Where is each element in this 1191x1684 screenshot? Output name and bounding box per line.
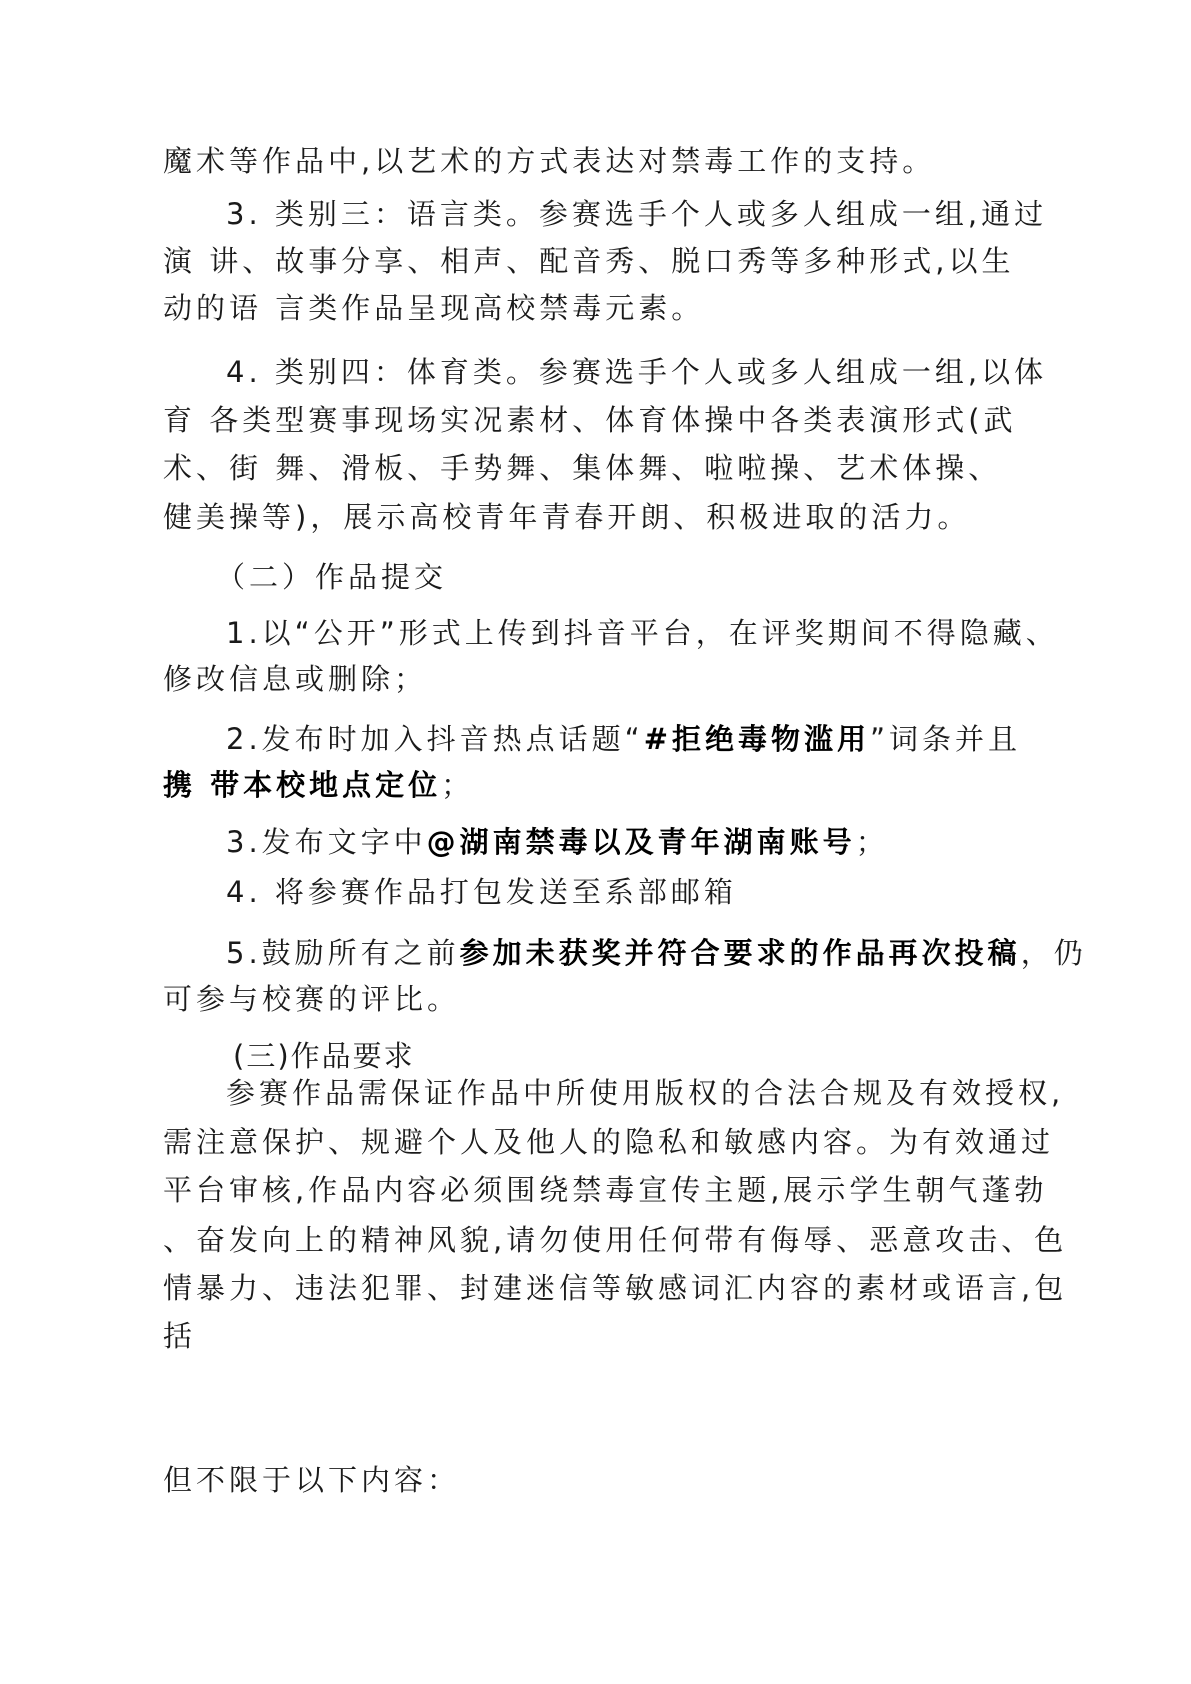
paragraph-line: 但不限于以下内容： <box>163 1463 461 1497</box>
category-three-line: 3. 类别三：语言类。参赛选手个人或多人组成一组,通过 <box>226 197 1048 231</box>
text-segment: ； <box>855 825 889 859</box>
emphasis-text: 参加未获奖并符合要求的作品再次投稿 <box>459 936 1021 970</box>
account-mention: @湖南禁毒以及青年湖南账号 <box>426 825 856 859</box>
submission-item-4: 4. 将参赛作品打包发送至系部邮箱 <box>226 875 737 909</box>
requirements-paragraph: 参赛作品需保证作品中所使用版权的合法合规及有效授权, <box>226 1076 1065 1110</box>
submission-item-1: 1.以“公开”形式上传到抖音平台，在评奖期间不得隐藏、 <box>226 616 1059 650</box>
category-four-line: 4. 类别四：体育类。参赛选手个人或多人组成一组,以体 <box>226 355 1048 389</box>
text-segment: 2.发布时加入抖音热点话题“ <box>226 722 644 756</box>
hashtag-text: #拒绝毒物滥用 <box>643 722 871 756</box>
submission-item-2 <box>226 719 1021 759</box>
paragraph-line: 育 各类型赛事现场实况素材、体育体操中各类表演形式(武 <box>163 403 1017 437</box>
emphasis-text: 携 带本校地点定位 <box>163 768 442 802</box>
paragraph-line: 术、街 舞、滑板、手势舞、集体舞、啦啦操、艺术体操、 <box>163 451 1002 485</box>
text-segment: ”词条并且 <box>870 722 1022 756</box>
paragraph-line: 动的语 言类作品呈现高校禁毒元素。 <box>163 291 705 325</box>
paragraph-line: 、奋发向上的精神风貌,请勿使用任何带有侮辱、恶意攻击、色 <box>163 1223 1068 1257</box>
text-segment: 5.鼓励所有之前 <box>226 936 460 970</box>
paragraph-line: 可参与校赛的评比。 <box>163 982 461 1016</box>
paragraph-line: 情暴力、违法犯罪、封建迷信等敏感词汇内容的素材或语言,包 <box>163 1271 1068 1305</box>
submission-item-5 <box>226 933 1087 973</box>
section-heading-requirements: (三)作品要求 <box>233 1039 415 1073</box>
paragraph-line: 健美操等)，展示高校青年青春开朗、积极进取的活力。 <box>163 500 971 534</box>
submission-item-3 <box>226 822 889 862</box>
section-heading-submission: （二）作品提交 <box>216 560 448 594</box>
paragraph-line: 平台审核,作品内容必须围绕禁毒宣传主题,展示学生朝气蓬勃 <box>163 1173 1048 1207</box>
paragraph-line: 需注意保护、规避个人及他人的隐私和敏感内容。为有效通过 <box>163 1125 1055 1159</box>
paragraph-line: 括 <box>163 1319 197 1353</box>
text-segment: ； <box>441 768 475 802</box>
paragraph-line: 修改信息或删除； <box>163 662 428 696</box>
text-segment: 3.发布文字中 <box>226 825 427 859</box>
text-segment: ，仍 <box>1020 936 1087 970</box>
paragraph-line <box>163 765 474 805</box>
paragraph-line: 演 讲、故事分享、相声、配音秀、脱口秀等多种形式,以生 <box>163 244 1015 278</box>
paragraph-line: 魔术等作品中,以艺术的方式表达对禁毒工作的支持。 <box>163 144 936 178</box>
